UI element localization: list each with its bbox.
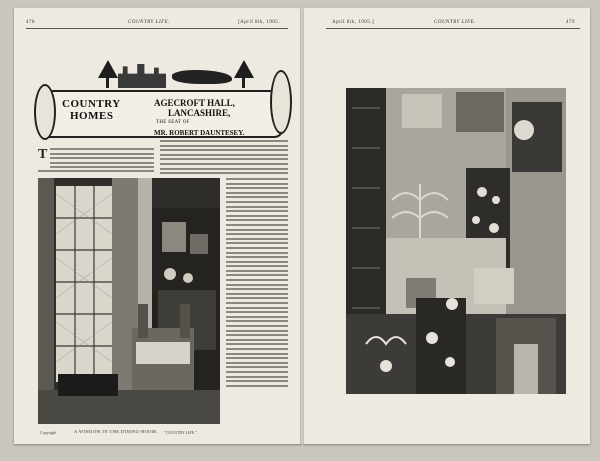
- castle-ornament-icon: [118, 64, 166, 88]
- text-column-1: [50, 148, 154, 171]
- dragon-ornament-icon: [172, 70, 232, 84]
- title-banner: [38, 60, 288, 140]
- left-date: [April 8th, 1905.: [238, 20, 281, 25]
- photo-credit-left: Copyright: [40, 430, 57, 435]
- text-column-2: [160, 140, 288, 177]
- tree-ornament-icon: [98, 60, 118, 78]
- scroll-curl-icon: [270, 70, 292, 134]
- photo-credit-right: "COUNTRY LIFE.": [164, 430, 197, 435]
- right-page-number: 479: [566, 20, 575, 25]
- magazine-spread: [14, 8, 590, 448]
- right-page: [304, 8, 590, 444]
- left-page: [14, 8, 302, 444]
- right-running-title: COUNTRY LIFE.: [434, 20, 476, 25]
- house-title: AGECROFT HALL, LANCASHIRE, THE SEAT OF MR. ROBERT DAUNTESEY.: [154, 98, 245, 137]
- left-page-number: 478: [26, 20, 35, 25]
- photo-illustration: [346, 88, 566, 394]
- right-date: April 8th, 1905.]: [332, 20, 375, 25]
- dining-room-window-photo: [38, 178, 220, 424]
- photo-caption: A WINDOW IN THE DINING-ROOM.: [74, 429, 158, 434]
- right-header-rule: [326, 28, 580, 29]
- photo-illustration: [38, 178, 220, 424]
- drop-cap: T: [38, 147, 48, 162]
- left-running-title: COUNTRY LIFE.: [128, 20, 170, 25]
- left-header-rule: [26, 28, 288, 29]
- scroll-curl-icon: [34, 84, 56, 140]
- text-column-3: [226, 178, 288, 389]
- series-title: COUNTRY HOMES: [62, 98, 121, 122]
- hall-interior-photo: [346, 88, 566, 394]
- tree-ornament-icon: [234, 60, 254, 78]
